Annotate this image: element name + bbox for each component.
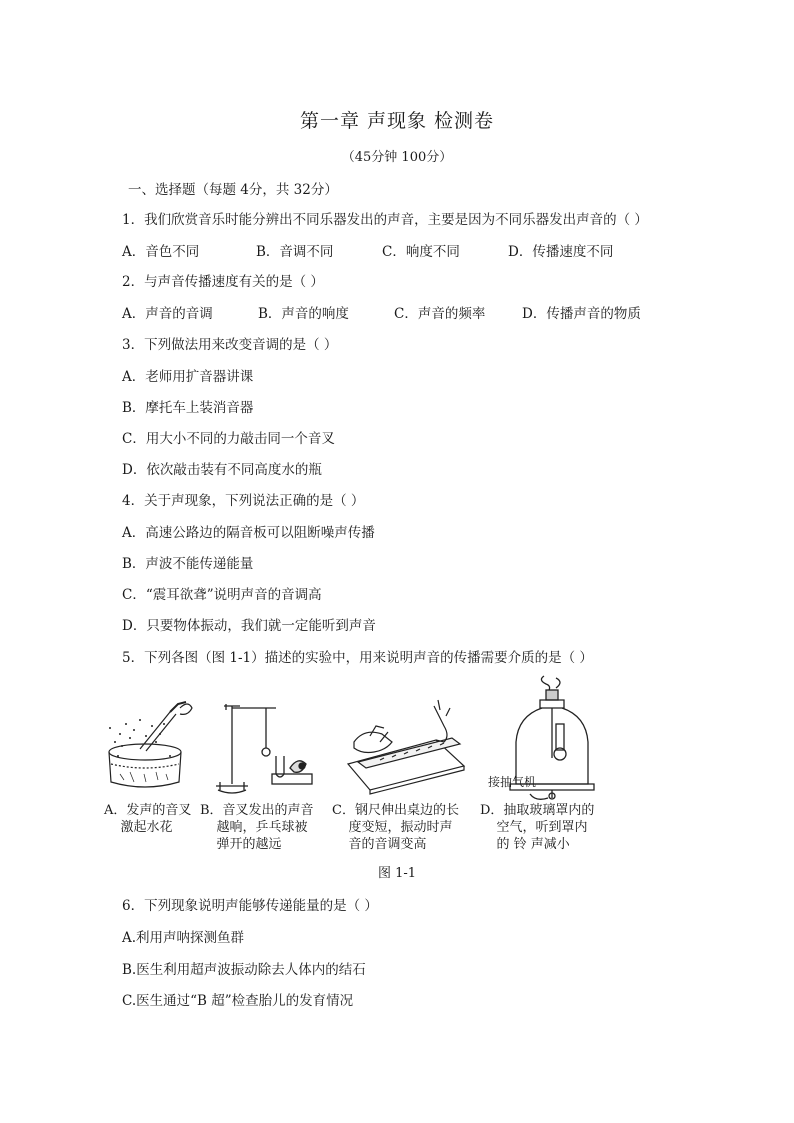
figure-caption-b: B．音叉发出的声音 越响，乒乓球被 弹开的越远	[200, 803, 314, 852]
steel-ruler-illustration	[340, 686, 470, 796]
pump-label: 接抽气机	[488, 775, 537, 789]
page-subtitle: （45分钟 100分）	[341, 150, 453, 165]
figure-caption-d: D．抽取玻璃罩内的 空气，听到罩内 的 铃 声减小	[480, 803, 595, 852]
option-d: D．传播速度不同	[508, 244, 614, 260]
figure-caption-c: C．钢尺伸出桌边的长 度变短，振动时声 音的音调变高	[332, 803, 459, 852]
figure-label: 图 1-1	[377, 866, 417, 881]
question-6-option-c: C.医生通过“B 超”检查胎儿的发育情况	[122, 993, 354, 1009]
question-2-stem: 2．与声音传播速度有关的是（ ）	[122, 274, 324, 290]
tuning-fork-pingpong-illustration	[210, 694, 320, 794]
question-4-option-d: D．只要物体振动，我们就一定能听到声音	[122, 618, 376, 634]
option-b: B．声音的响度	[258, 306, 349, 322]
option-c: C．声音的频率	[394, 306, 486, 322]
question-4-option-c: C．“震耳欲聋”说明声音的音调高	[122, 587, 322, 603]
option-a: A．音色不同	[122, 244, 200, 260]
option-b: B．音调不同	[256, 244, 334, 260]
tuning-fork-water-illustration	[100, 694, 200, 794]
question-6-option-a: A.利用声呐探测鱼群	[122, 930, 245, 946]
option-a: A．声音的音调	[122, 306, 213, 322]
option-d: D．传播声音的物质	[522, 306, 641, 322]
question-3-option-d: D．依次敲击装有不同高度水的瓶	[122, 462, 322, 478]
question-3-option-b: B．摩托车上装消音器	[122, 400, 254, 416]
question-3-option-c: C．用大小不同的力敲击同一个音叉	[122, 431, 335, 447]
question-1-stem: 1．我们欣赏音乐时能分辨出不同乐器发出的声音，主要是因为不同乐器发出声音的（ ）	[122, 212, 648, 228]
section-heading: 一、选择题（每题 4分，共 32分）	[128, 182, 338, 198]
question-6-stem: 6．下列现象说明声能够传递能量的是（ ）	[122, 898, 378, 914]
question-3-option-a: A．老师用扩音器讲课	[122, 369, 254, 385]
page-title: 第一章 声现象 检测卷	[299, 110, 495, 132]
question-4-stem: 4．关于声现象，下列说法正确的是（ ）	[122, 493, 365, 509]
question-5-stem: 5．下列各图（图 1-1）描述的实验中，用来说明声音的传播需要介质的是（ ）	[122, 650, 593, 666]
question-6-option-b: B.医生利用超声波振动除去人体内的结石	[122, 962, 366, 978]
question-4-option-b: B．声波不能传递能量	[122, 556, 254, 572]
figure-1-1	[100, 672, 640, 862]
option-c: C．响度不同	[382, 244, 460, 260]
figure-caption-a: A．发声的音叉 激起水花	[104, 803, 192, 835]
question-4-option-a: A．高速公路边的隔音板可以阻断噪声传播	[122, 525, 375, 541]
question-3-stem: 3．下列做法用来改变音调的是（ ）	[122, 337, 338, 353]
